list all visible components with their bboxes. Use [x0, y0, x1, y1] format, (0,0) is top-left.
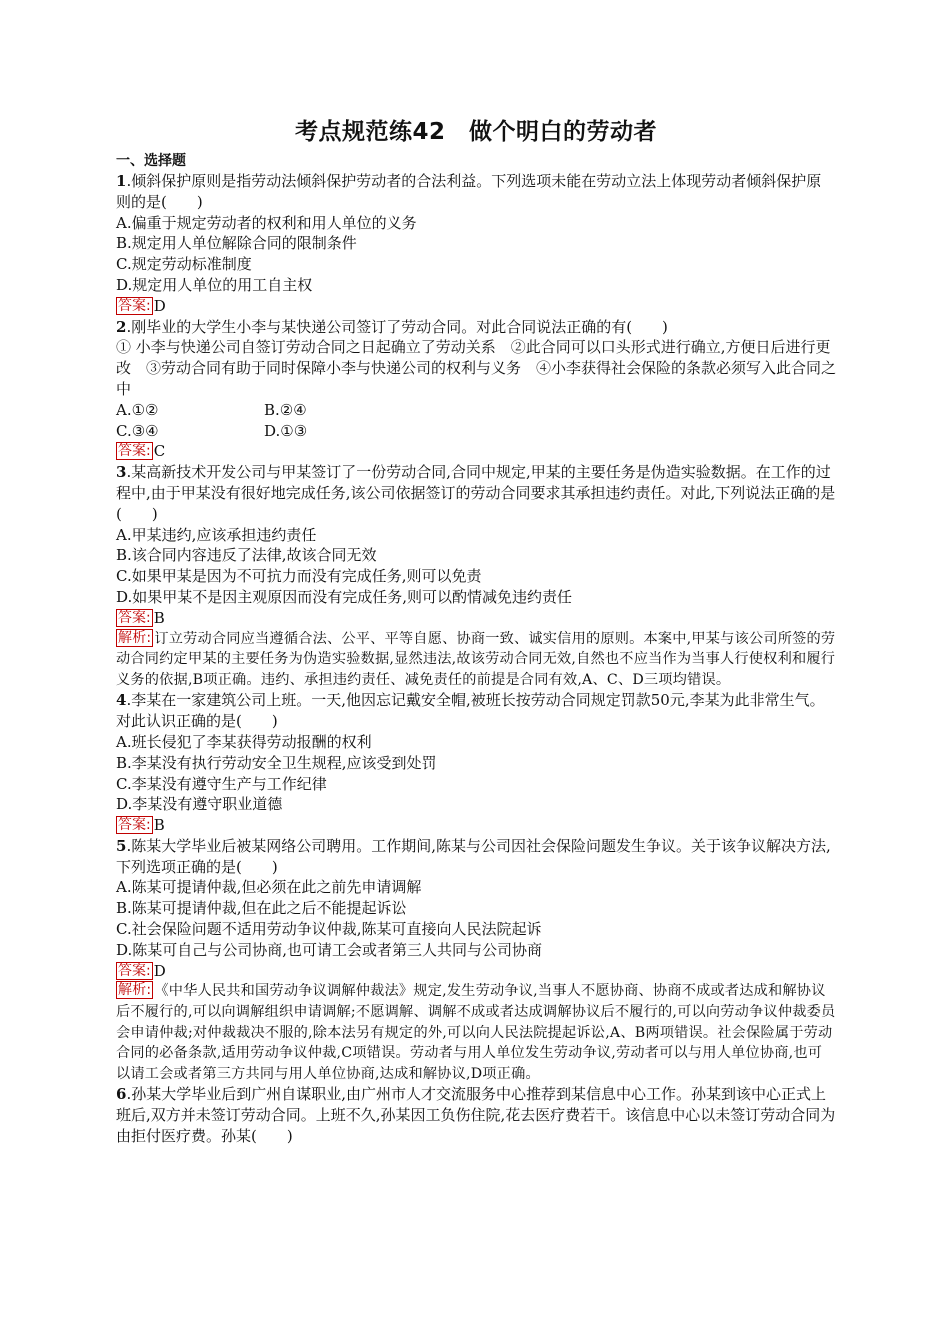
option-b: B.规定用人单位解除合同的限制条件	[116, 234, 357, 253]
analysis-tag: 解析:	[118, 982, 152, 999]
option-c: C.社会保险问题不适用劳动争议仲裁,陈某可直接向人民法院起诉	[116, 920, 542, 939]
question-6	[116, 1084, 836, 1146]
option-d: D.陈某可自己与公司协商,也可请工会或者第三人共同与公司协商	[116, 940, 543, 959]
question-4	[116, 690, 836, 836]
analysis-text: 订立劳动合同应当遵循合法、公平、平等自愿、协商一致、诚实信用的原则。本案中,甲某与该公司所签的劳动合同约定甲某的主要任务为伪造实验数据,显然违法,故该劳动合同无效,自然也不应当作为当事人行使权利和履行义务的依据,B项正确。违约、承担违约责任、减免责任的前提是合同有效,A、C、D三项均错误。	[116, 630, 836, 688]
section-heading: 一、选择题	[116, 153, 186, 169]
question-number: 4	[116, 691, 127, 710]
answer-tag: 答案:	[118, 817, 151, 834]
question-number: 5	[116, 836, 127, 855]
question-number: 3	[116, 463, 127, 482]
option-a: A.偏重于规定劳动者的权利和用人单位的义务	[116, 213, 417, 232]
option-d: D.如果甲某不是因主观原因而没有完成任务,则可以酌情减免违约责任	[116, 587, 573, 606]
option-c: C.如果甲某是因为不可抗力而没有完成任务,则可以免责	[116, 567, 482, 586]
answer-line	[116, 441, 836, 462]
document-page	[116, 112, 836, 1147]
question-1	[116, 171, 836, 317]
option-b: B.陈某可提请仲裁,但在此之后不能提起诉讼	[116, 899, 407, 918]
question-number: 6	[116, 1085, 127, 1104]
option-b: B.②④	[264, 400, 307, 419]
question-stem: .陈某大学毕业后被某网络公司聘用。工作期间,陈某与公司因社会保险问题发生争议。关于该争议解决方法,下列选项正确的是( )	[116, 836, 831, 876]
option-b: B.李某没有执行劳动安全卫生规程,应该受到处罚	[116, 753, 437, 772]
analysis-text: 《中华人民共和国劳动争议调解仲裁法》规定,发生劳动争议,当事人不愿协商、协商不成或者达成和解协议后不履行的,可以向调解组织申请调解;不愿调解、调解不成或者达成调解协议后不履行的,可以向劳动争议仲裁委员会申请仲裁;对仲裁裁决不服的,除本法另有规定的外,可以向人民法院提起诉讼,A、B两项错误。社会保险属于劳动合同的必备条款,适用劳动争议仲裁,C项错误。劳动者与用人单位发生劳动争议,劳动者可以与用人单位协商,也可以请工会或者第三方共同与用人单位协商,达成和解协议,D项正确。	[116, 983, 836, 1082]
analysis-block	[116, 981, 836, 1084]
answer-line	[116, 608, 836, 629]
answer-line	[116, 961, 836, 982]
option-a: A.①②	[116, 400, 159, 419]
question-5	[116, 836, 836, 1085]
question-number: 2	[116, 317, 127, 336]
option-c: C.③④	[116, 421, 159, 440]
page-title: 考点规范练42 做个明白的劳动者	[294, 119, 657, 145]
question-stem: .李某在一家建筑公司上班。一天,他因忘记戴安全帽,被班长按劳动合同规定罚款50元,李某为此非常生气。对此认识正确的是( )	[116, 691, 825, 731]
answer-tag: 答案:	[118, 962, 151, 979]
option-c: C.李某没有遵守生产与工作纪律	[116, 774, 327, 793]
question-2	[116, 317, 836, 463]
answer-value: D	[153, 961, 166, 980]
answer-tag: 答案:	[118, 297, 151, 314]
answer-line	[116, 296, 836, 317]
question-statements: ① 小李与快递公司自签订劳动合同之日起确立了劳动关系 ②此合同可以口头形式进行确立,方便日后进行更改 ③劳动合同有助于同时保障小李与快递公司的权利与义务 ④小李获得社会保险的条款必须写入此合同之中	[116, 338, 837, 398]
question-stem: .倾斜保护原则是指劳动法倾斜保护劳动者的合法利益。下列选项未能在劳动立法上体现劳动者倾斜保护原则的是( )	[116, 172, 822, 211]
option-d: D.规定用人单位的用工自主权	[116, 275, 313, 294]
answer-value: D	[153, 296, 166, 315]
option-d: D.①③	[264, 421, 308, 440]
option-a: A.甲某违约,应该承担违约责任	[116, 525, 317, 544]
answer-value: B	[153, 608, 165, 627]
answer-line	[116, 815, 836, 836]
answer-value: B	[153, 816, 165, 835]
option-a: A.陈某可提请仲裁,但必须在此之前先申请调解	[116, 878, 422, 897]
answer-tag: 答案:	[118, 609, 151, 626]
analysis-block	[116, 629, 836, 691]
analysis-tag: 解析:	[118, 629, 152, 646]
option-c: C.规定劳动标准制度	[116, 255, 252, 274]
question-stem: .某高新技术开发公司与甲某签订了一份劳动合同,合同中规定,甲某的主要任务是伪造实验数据。在工作的过程中,由于甲某没有很好地完成任务,该公司依据签订的劳动合同要求其承担违约责任。对此,下列说法正确的是( )	[116, 463, 836, 523]
question-stem: .孙某大学毕业后到广州自谋职业,由广州市人才交流服务中心推荐到某信息中心工作。孙某到该中心正式上班后,双方并未签订劳动合同。上班不久,孙某因工负伤住院,花去医疗费若干。该信息中心以未签订劳动合同为由拒付医疗费。孙某( )	[116, 1085, 836, 1146]
answer-tag: 答案:	[118, 443, 151, 460]
question-stem: .刚毕业的大学生小李与某快递公司签订了劳动合同。对此合同说法正确的有( )	[126, 317, 668, 336]
question-3	[116, 462, 836, 690]
option-a: A.班长侵犯了李某获得劳动报酬的权利	[116, 732, 372, 751]
question-number: 1	[116, 172, 127, 190]
option-b: B.该合同内容违反了法律,故该合同无效	[116, 546, 377, 565]
answer-value: C	[153, 442, 166, 461]
option-d: D.李某没有遵守职业道德	[116, 795, 283, 814]
